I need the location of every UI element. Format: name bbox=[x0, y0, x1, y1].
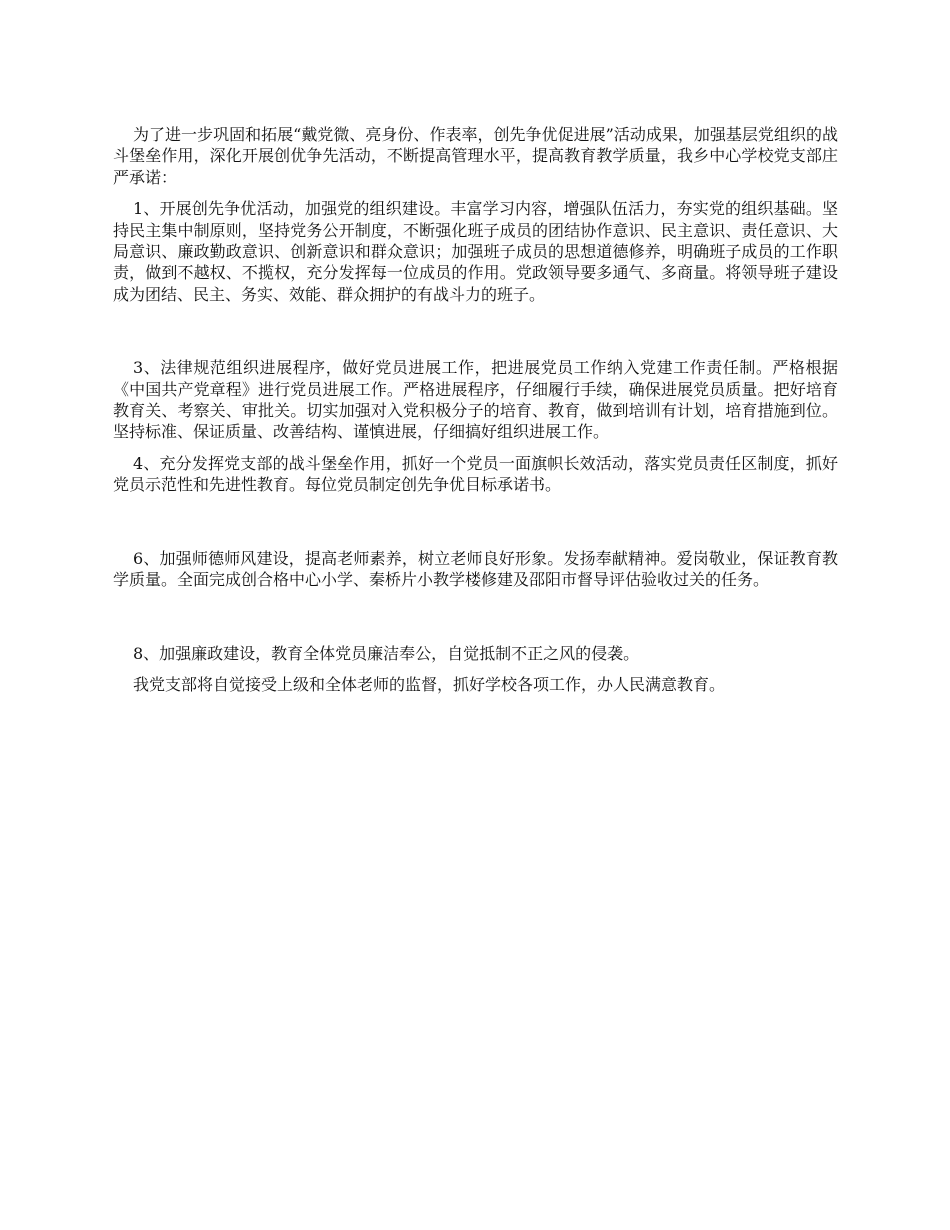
pledge-item-3: 3、法律规范组织进展程序，做好党员进展工作，把进展党员工作纳入党建工作责任制。严格根据《中国共产党章程》进行党员进展工作。严格进展程序，仔细履行手续，确保进展党员质量。把好培育教育关、考察关、审批关。切实加强对入党积极分子的培育、教育，做到培训有计划，培育措施到位。坚持标准、保证质量、改善结构、谨慎进展，仔细搞好组织进展工作。 bbox=[113, 358, 838, 442]
closing-paragraph: 我党支部将自觉接受上级和全体老师的监督，抓好学校各项工作，办人民满意教育。 bbox=[133, 674, 726, 694]
pledge-item-1: 1、开展创先争优活动，加强党的组织建设。丰富学习内容，增强队伍活力，夯实党的组织基础。坚持民主集中制原则，坚持党务公开制度，不断强化班子成员的团结协作意识、民主意识、责任意识、大局意识、廉政勤政意识、创新意识和群众意识；加强班子成员的思想道德修养，明确班子成员的工作职责，做到不越权、不揽权，充分发挥每一位成员的作用。党政领导要多通气、多商量。将领导班子建设成为团结、民主、务实、效能、群众拥护的有战斗力的班子。 bbox=[113, 199, 838, 304]
intro-paragraph: 为了进一步巩固和拓展“戴党微、亮身份、作表率，创先争优促进展”活动成果，加强基层党组织的战斗堡垒作用，深化开展创优争先活动，不断提高管理水平，提高教育教学质量，我乡中心学校党支部庄严承诺： bbox=[113, 125, 838, 187]
paragraph-spacer bbox=[113, 443, 838, 453]
paragraph-spacer bbox=[113, 496, 838, 548]
document-body bbox=[113, 124, 838, 695]
paragraph-spacer bbox=[113, 591, 838, 643]
pledge-item-8: 8、加强廉政建设，教育全体党员廉洁奉公，自觉抵制不正之风的侵袭。 bbox=[133, 643, 640, 663]
paragraph-spacer bbox=[113, 188, 838, 198]
paragraph-spacer bbox=[113, 664, 838, 674]
paragraph-spacer bbox=[113, 305, 838, 357]
pledge-item-6: 6、加强师德师风建设，提高老师素养，树立老师良好形象。发扬奉献精神。爱岗敬业，保证教育教学质量。全面完成创合格中心小学、秦桥片小教学楼修建及邵阳市督导评估验收过关的任务。 bbox=[113, 548, 838, 590]
pledge-item-4: 4、充分发挥党支部的战斗堡垒作用，抓好一个党员一面旗帜长效活动，落实党员责任区制度，抓好党员示范性和先进性教育。每位党员制定创先争优目标承诺书。 bbox=[113, 453, 838, 495]
